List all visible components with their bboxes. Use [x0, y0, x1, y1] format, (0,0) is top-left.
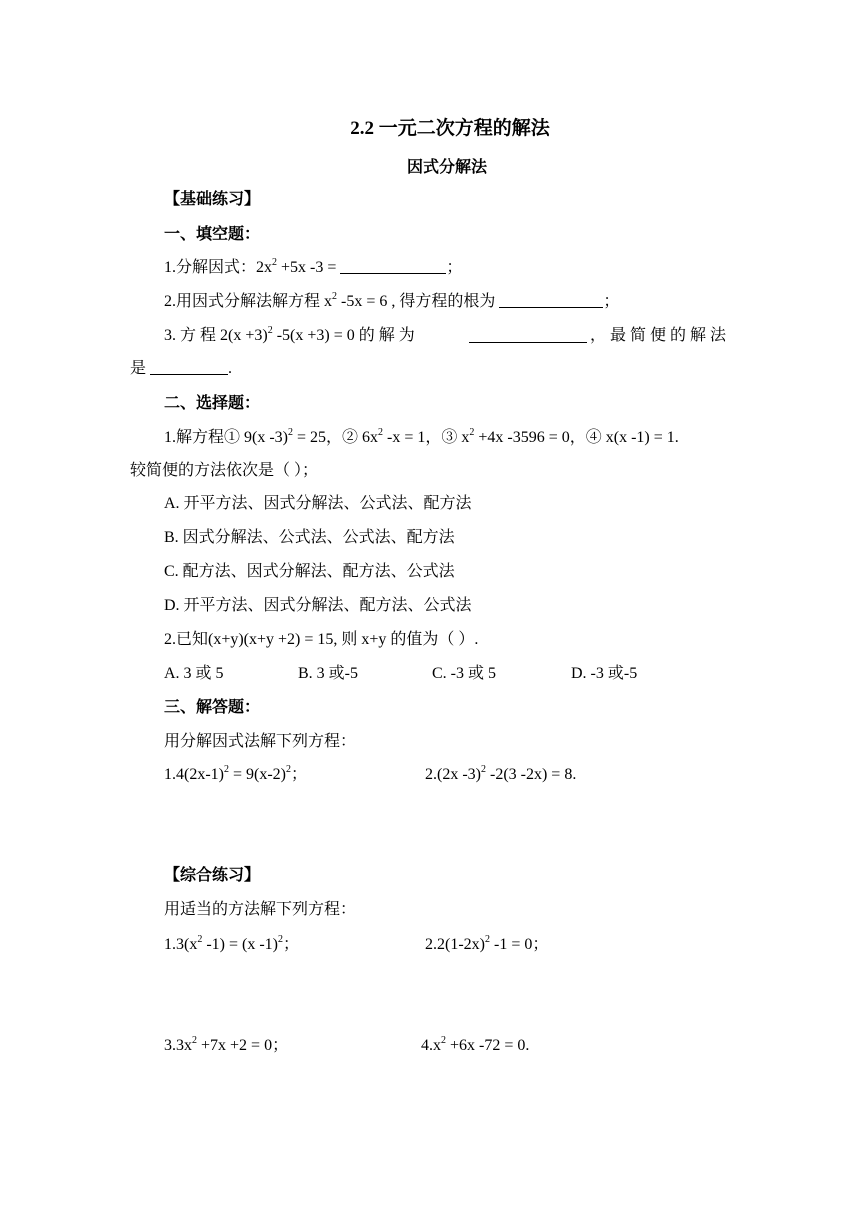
- comprehensive-question-1: $1.3(x^2$ -1) = (x -1)$^2$；: [164, 934, 300, 953]
- choice-option-c: C. 配方法、因式分解法、配方法、公式法: [164, 563, 455, 580]
- answer-blank: [499, 293, 603, 308]
- choice-question-1-stem: 1.解方程① 9(x -3)$^2$ = 25，② $6x^2$ -x = 1，③ $x^2 +4x$ -3596 = 0，④ x(x -1) = 1.: [164, 427, 679, 446]
- solve-question-1: $1.4(2x-1)^2 = 9(x-2)^2$；: [164, 764, 308, 783]
- choice-option-d: D. 开平方法、因式分解法、配方法、公式法: [164, 597, 472, 614]
- fill-question-3-line-2: 是 .: [130, 360, 233, 377]
- fill-in-heading: 一、填空题：: [164, 226, 261, 243]
- choice-q2-option-c: C. -3 或 5: [432, 665, 497, 682]
- comprehensive-question-3: $3.3x^2 +7x +2 = 0$；: [164, 1035, 289, 1054]
- comprehensive-question-2: $2.2(1-2x)^2$ -1 = 0；: [425, 934, 549, 953]
- comprehensive-intro: 用适当的方法解下列方程：: [164, 901, 357, 918]
- answer-blank: [469, 328, 587, 343]
- page-title: 2.2 一元二次方程的解法: [350, 118, 550, 139]
- choice-q2-option-d: D. -3 或-5: [571, 665, 638, 682]
- choice-option-a: A. 开平方法、因式分解法、公式法、配方法: [164, 495, 472, 512]
- section-comprehensive-heading: 【综合练习】: [164, 867, 261, 884]
- choice-q2-option-a: A. 3 或 5: [164, 665, 224, 682]
- page-subtitle: 因式分解法: [406, 159, 487, 176]
- choice-heading: 二、选择题：: [164, 395, 261, 412]
- solve-intro: 用分解因式法解下列方程：: [164, 733, 357, 750]
- choice-option-b: B. 因式分解法、公式法、公式法、配方法: [164, 529, 455, 546]
- choice-question-2-stem: 2.已知(x+y)(x+y +2) = 15, 则 x+y 的值为（ ）.: [164, 631, 479, 648]
- fill-question-3-line-1: 3. 方 程 $2(x +3)^2$ -5(x +3) = 0 的 解 为: [164, 325, 415, 344]
- fill-question-3-method: ， 最 简 便 的 解 法: [590, 327, 727, 344]
- solve-heading: 三、解答题：: [164, 699, 261, 716]
- choice-q2-option-b: B. 3 或-5: [298, 665, 359, 682]
- solve-question-2: 2.(2x -3)$^2$ -2(3 -2x) = 8.: [425, 764, 577, 783]
- fill-question-2: 2.用因式分解法解方程 $x^2$ -5x = 6 , 得方程的根为 ；: [164, 291, 620, 310]
- comprehensive-question-4: $4.x^2 +6x$ -72 = 0.: [421, 1035, 530, 1054]
- answer-blank: [150, 360, 228, 375]
- fill-question-1: 1.分解因式：$2x^2 +5x$ -3 = ；: [164, 257, 463, 276]
- section-basic-heading: 【基础练习】: [164, 191, 261, 208]
- answer-blank: [340, 259, 446, 274]
- choice-question-1-stem-line-2: 较简便的方法依次是（ ）；: [130, 462, 319, 479]
